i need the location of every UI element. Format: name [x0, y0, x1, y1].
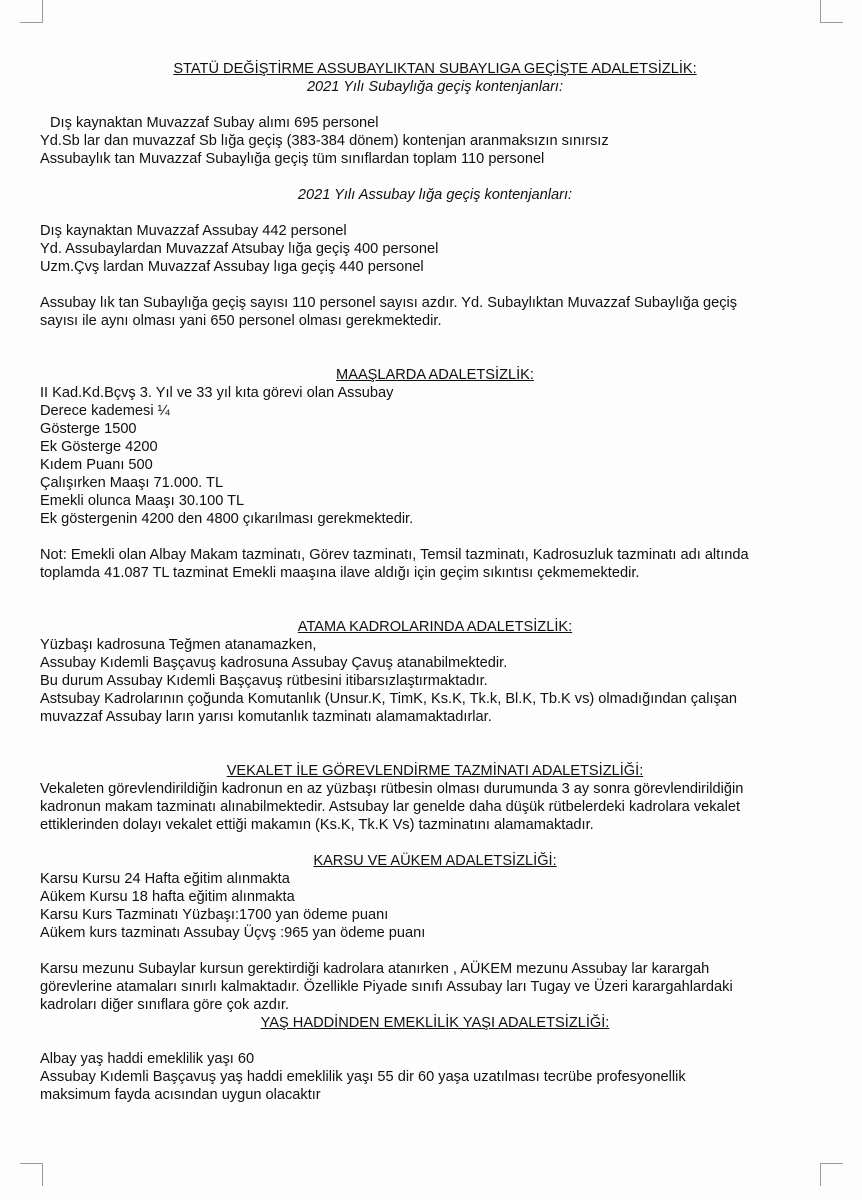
text-line: Gösterge 1500 — [40, 421, 137, 437]
section-heading-atama: ATAMA KADROLARINDA ADALETSİZLİK: — [297, 619, 573, 635]
text-line: Derece kademesi ¼ — [40, 403, 170, 419]
text-line: Ek Gösterge 4200 — [40, 439, 158, 455]
section-heading-yas-haddi: YAŞ HADDİNDEN EMEKLİLİK YAŞI ADALETSİZLİĞİ: — [260, 1015, 610, 1031]
text-line: Uzm.Çvş lardan Muvazzaf Assubay lıga geçiş 440 personel — [40, 259, 424, 275]
text-line: Vekaleten görevlendirildiğin kadronun en az yüzbaşı rütbesin olması durumunda 3 ay sonra görevlendirildiğin — [40, 781, 744, 797]
text-line: Albay yaş haddi emeklilik yaşı 60 — [40, 1051, 255, 1067]
crop-mark-bottom-left — [20, 1163, 43, 1186]
text-line: Aükem Kursu 18 hafta eğitim alınmakta — [40, 889, 295, 905]
note-line: toplamda 41.087 TL tazminat Emekli maaşına ilave aldığı için geçim sıkıntısı çekmemektedir. — [40, 565, 640, 581]
text-line: görevlerine atamaları sınırlı kalmaktadır. Özellikle Piyade sınıfı Assubay ları Tugay ve Üzeri karargahlardaki — [40, 979, 733, 995]
text-line: Yüzbaşı kadrosuna Teğmen atanamazken, — [40, 637, 317, 653]
subheading-assubay-kontenjan: 2021 Yılı Assubay lığa geçiş kontenjanları: — [297, 187, 573, 203]
text-line: Aükem kurs tazminatı Assubay Üçvş :965 yan ödeme puanı — [40, 925, 426, 941]
text-line: Yd. Assubaylardan Muvazzaf Atsubay lığa geçiş 400 personel — [40, 241, 439, 257]
text-line: Karsu Kurs Tazminatı Yüzbaşı:1700 yan ödeme puanı — [40, 907, 389, 923]
section-heading-statu: STATÜ DEĞİŞTİRME ASSUBAYLIKTAN SUBAYLIGA GEÇİŞTE ADALETSİZLİK: — [173, 61, 697, 77]
text-line: Bu durum Assubay Kıdemli Başçavuş rütbesini itibarsızlaştırmaktadır. — [40, 673, 488, 689]
text-line: Assubay lık tan Subaylığa geçiş sayısı 110 personel sayısı azdır. Yd. Subaylıktan Muvazzaf Subaylığa geçiş — [40, 295, 738, 311]
text-line: Karsu mezunu Subaylar kursun gerektirdiği kadrolara atanırken , AÜKEM mezunu Assubay lar karargah — [40, 961, 710, 977]
subheading-subay-kontenjan: 2021 Yılı Subaylığa geçiş kontenjanları: — [306, 79, 564, 95]
text-line: Dış kaynaktan Muvazzaf Assubay 442 personel — [40, 223, 347, 239]
text-line: Dış kaynaktan Muvazzaf Subay alımı 695 personel — [50, 115, 379, 131]
text-line: kadronun makam tazminatı alınabilmektedir. Astsubay lar genelde daha düşük rütbelerdeki kadrolara vekalet — [40, 799, 741, 815]
crop-mark-bottom-right — [820, 1163, 843, 1186]
crop-mark-top-left — [20, 0, 43, 23]
text-line: maksimum fayda acısından uygun olacaktır — [40, 1087, 321, 1103]
section-heading-vekalet: VEKALET İLE GÖREVLENDİRME TAZMİNATI ADALETSİZLİĞİ: — [226, 763, 644, 779]
text-line: sayısı ile aynı olması yani 650 personel olması gerekmektedir. — [40, 313, 442, 329]
text-line: II Kad.Kd.Bçvş 3. Yıl ve 33 yıl kıta görevi olan Assubay — [40, 385, 394, 401]
text-line: muvazzaf Assubay ların yarısı komutanlık tazminatı alamamaktadırlar. — [40, 709, 492, 725]
text-line: Assubay Kıdemli Başçavuş yaş haddi emeklilik yaşı 55 dir 60 yaşa uzatılması tecrübe profesyonellik — [40, 1069, 686, 1085]
section-heading-karsu: KARSU VE AÜKEM ADALETSİZLİĞİ: — [313, 853, 557, 869]
document-body — [40, 60, 830, 1104]
text-line: Emekli olunca Maaşı 30.100 TL — [40, 493, 245, 509]
text-line: Kıdem Puanı 500 — [40, 457, 153, 473]
text-line: Assubay Kıdemli Başçavuş kadrosuna Assubay Çavuş atanabilmektedir. — [40, 655, 508, 671]
text-line: Yd.Sb lar dan muvazzaf Sb lığa geçiş (383-384 dönem) kontenjan aranmaksızın sınırsız — [40, 133, 609, 149]
crop-mark-top-right — [820, 0, 843, 23]
text-line: Assubaylık tan Muvazzaf Subaylığa geçiş tüm sınıflardan toplam 110 personel — [40, 151, 545, 167]
note-line: Not: Emekli olan Albay Makam tazminatı, Görev tazminatı, Temsil tazminatı, Kadrosuzluk tazminatı adı altında — [40, 547, 749, 563]
text-line: kadroları diğer sınıflara göre çok azdır. — [40, 997, 290, 1013]
text-line: Astsubay Kadrolarının çoğunda Komutanlık (Unsur.K, TimK, Ks.K, Tk.k, Bl.K, Tb.K vs) olmadığından çalışan — [40, 691, 738, 707]
text-line: ettiklerinden dolayı vekalet ettiği makamın (Ks.K, Tk.K Vs) tazminatını alamamaktadır. — [40, 817, 594, 833]
text-line: Çalışırken Maaşı 71.000. TL — [40, 475, 224, 491]
section-heading-maaslar: MAAŞLARDA ADALETSİZLİK: — [336, 367, 534, 383]
text-line: Ek göstergenin 4200 den 4800 çıkarılması gerekmektedir. — [40, 511, 414, 527]
text-line: Karsu Kursu 24 Hafta eğitim alınmakta — [40, 871, 290, 887]
